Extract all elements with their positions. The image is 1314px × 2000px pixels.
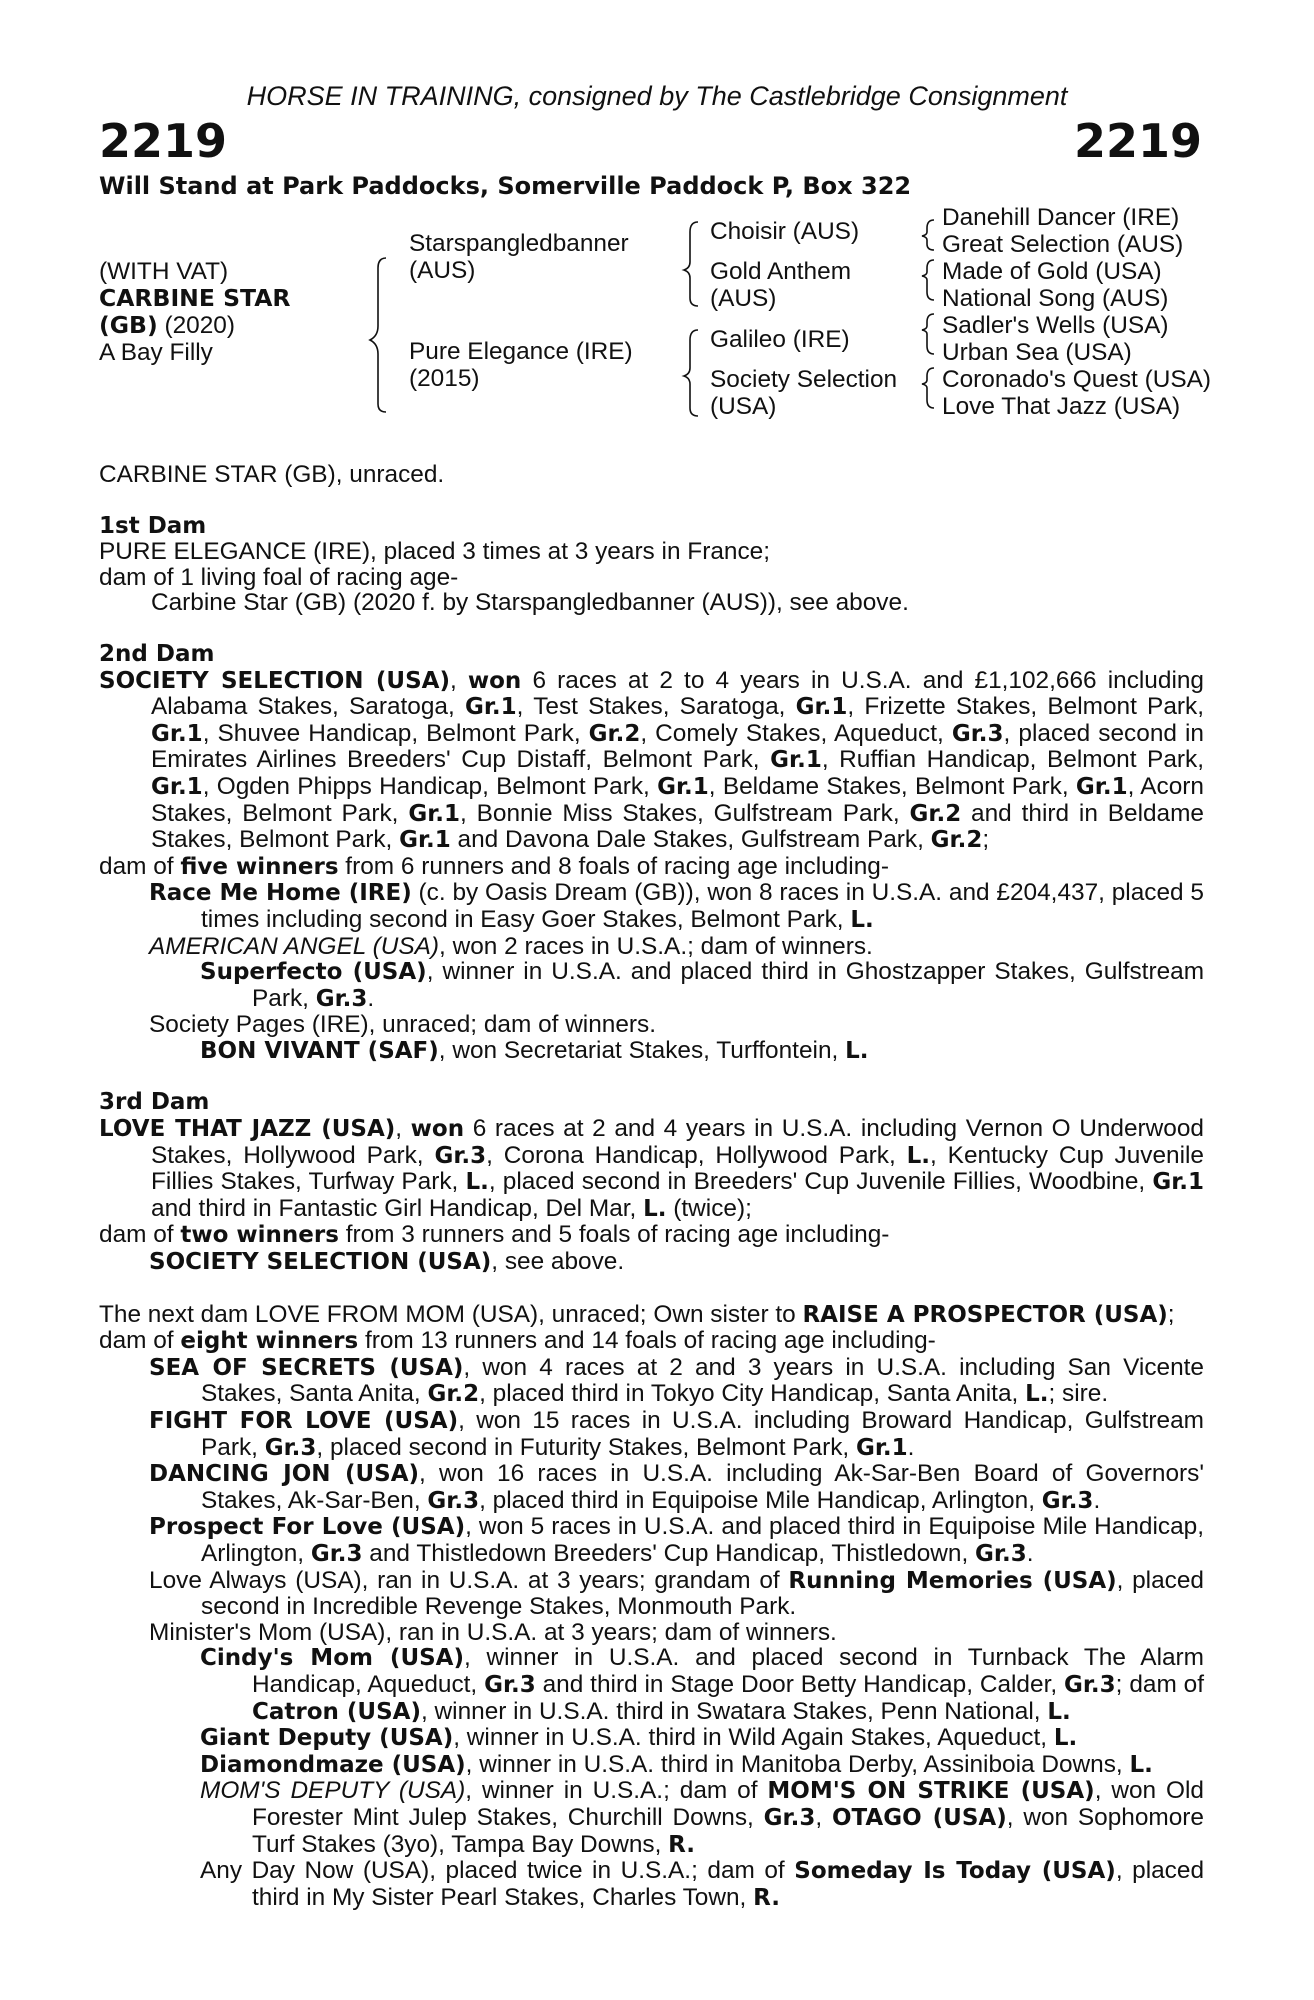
ds-brace — [922, 314, 934, 354]
progeny-love-always: Love Always (USA), ran in U.S.A. at 3 years; grandam of Running Memories (USA), placed second in Incredible Revenge Stakes, Monmouth Park. — [149, 1566, 1204, 1621]
progeny-cindys-mom: Cindy's Mom (USA), winner in U.S.A. and placed second in Turnback The Alarm Handicap, Aqueduct, Gr.3 and third in Stage Door Betty Handicap, Calder, Gr.3; dam of Catron (USA), winner in U.S.A. third in Swatara Stakes, Penn National, L. — [200, 1644, 1204, 1725]
horse-name: CARBINE STAR — [99, 284, 291, 312]
progeny-sea-of-secrets: SEA OF SECRETS (USA), won 4 races at 2 and 3 years in U.S.A. including San Vicente Stakes, Santa Anita, Gr.2, placed third in Tokyo City Handicap, Santa Anita, L.; sire. — [149, 1353, 1205, 1408]
sire-brace — [684, 222, 698, 306]
sire-name: Starspangledbanner — [409, 230, 629, 257]
pedigree-sss: Danehill Dancer (IRE) — [942, 204, 1180, 231]
dam-name: Pure Elegance (IRE) — [409, 338, 633, 365]
progeny-fight-for-love: FIGHT FOR LOVE (USA), won 15 races in U.S.A. including Broward Handicap, Gulfstream Park, Gr.3, placed second in Futurity Stakes, Belmont Park, Gr.1. — [149, 1407, 1204, 1461]
progeny-society-selection: SOCIETY SELECTION (USA), see above. — [149, 1248, 625, 1276]
intro-line: CARBINE STAR (GB), unraced. — [99, 461, 445, 488]
dd-brace — [922, 368, 934, 408]
pedigree-dsd: Urban Sea (USA) — [942, 339, 1132, 366]
sire-dam-name: Gold Anthem — [710, 258, 852, 285]
progeny-dancing-jon: DANCING JON (USA), won 16 races in U.S.A. including Ak-Sar-Ben Board of Governors' Stakes, Ak-Sar-Ben, Gr.3, placed third in Equipoise Mile Handicap, Arlington, Gr.3. — [149, 1460, 1204, 1514]
pedigree-dam-sire: Galileo (IRE) — [710, 326, 850, 353]
pedigree-sire — [409, 230, 629, 284]
second-dam-record: SOCIETY SELECTION (USA), won 6 races at 2 to 4 years in U.S.A. and £1,102,666 including Alabama Stakes, Saratoga, Gr.1, Test Stakes, Saratoga, Gr.1, Frizette Stakes, Belmont Park, Gr.1, Shuvee Handicap, Belmont Park, Gr.2, Comely Stakes, Aqueduct, Gr.3, placed second in Emirates Airlines Breeders' Cup Distaff, Belmont Park, Gr.1, Ruffian Handicap, Belmont Park, Gr.1, Ogden Phipps Handicap, Belmont Park, Gr.1, Beldame Stakes, Belmont Park, Gr.1, Acorn Stakes, Belmont Park, Gr.1, Bonnie Miss Stakes, Gulfstream Park, Gr.2 and third in Beldame Stakes, Belmont Park, Gr.1 and Davona Dale Stakes, Gulfstream Park, Gr.2; — [99, 666, 1205, 854]
progeny-moms-deputy: MOM'S DEPUTY (USA), winner in U.S.A.; dam of MOM'S ON STRIKE (USA), won Old Forester Mint Julep Stakes, Churchill Downs, Gr.3, OTAGO (USA), won Sophomore Turf Stakes (3yo), Tampa Bay Downs, R. — [200, 1777, 1204, 1858]
dam-dam-name: Society Selection — [710, 366, 898, 393]
second-dam-heading: 2nd Dam — [99, 640, 215, 667]
lot-number-right: 2219 — [1073, 114, 1202, 168]
pedigree-dds: Coronado's Quest (USA) — [942, 366, 1211, 393]
pedigree-ssd: Great Selection (AUS) — [942, 231, 1184, 258]
third-dam-produce: dam of two winners from 3 runners and 5 foals of racing age including- — [99, 1221, 890, 1249]
pedigree-sire-sire: Choisir (AUS) — [710, 218, 860, 245]
ss-brace — [922, 220, 934, 250]
main-brace — [370, 258, 386, 412]
vat-note: (WITH VAT) — [99, 258, 229, 285]
horse-country: (GB) — [99, 311, 158, 339]
pedigree-sds: Made of Gold (USA) — [942, 258, 1162, 285]
stabling-location: Will Stand at Park Paddocks, Somerville Paddock P, Box 322 — [99, 172, 912, 200]
sd-brace — [922, 260, 934, 300]
pedigree-dss: Sadler's Wells (USA) — [942, 312, 1169, 339]
race-record — [99, 462, 1204, 1911]
progeny-giant-deputy: Giant Deputy (USA), winner in U.S.A. third in Wild Again Stakes, Aqueduct, L. — [200, 1724, 1078, 1752]
dam-year: (2015) — [409, 365, 480, 392]
progeny-bon-vivant: BON VIVANT (SAF), won Secretariat Stakes, Turffontein, L. — [200, 1036, 869, 1064]
pedigree-sire-dam — [710, 258, 851, 312]
sire-dam-country: (AUS) — [710, 285, 777, 312]
horse-year: (2020) — [157, 312, 235, 339]
progeny-prospect-for-love: Prospect For Love (USA), won 5 races in U.S.A. and placed third in Equipoise Mile Handicap, Arlington, Gr.3 and Thistledown Breeders' Cup Handicap, Thistledown, Gr.3. — [149, 1513, 1204, 1567]
progeny-american-angel: AMERICAN ANGEL (USA), won 2 races in U.S.A.; dam of winners. — [149, 932, 873, 960]
dam-brace — [684, 330, 698, 416]
pedigree-dam — [409, 338, 633, 392]
progeny-society-pages: Society Pages (IRE), unraced; dam of winners. — [149, 1011, 657, 1039]
pedigree-ddd: Love That Jazz (USA) — [942, 393, 1181, 420]
pedigree-sdd: National Song (AUS) — [942, 285, 1169, 312]
progeny-any-day-now: Any Day Now (USA), placed twice in U.S.A.; dam of Someday Is Today (USA), placed third in My Sister Pearl Stakes, Charles Town, R. — [200, 1857, 1205, 1911]
third-dam-record: LOVE THAT JAZZ (USA), won 6 races at 2 and 4 years in U.S.A. including Vernon O Underwood Stakes, Hollywood Park, Gr.3, Corona Handicap, Hollywood Park, L., Kentucky Cup Juvenile Fillies Stakes, Turfway Park, L., placed second in Breeders' Cup Juvenile Fillies, Woodbine, Gr.1 and third in Fantastic Girl Handicap, Del Mar, L. (twice); — [99, 1115, 1204, 1222]
progeny-race-me-home: Race Me Home (IRE) (c. by Oasis Dream (GB)), won 8 races in U.S.A. and £204,437, placed 5 times including second in Easy Goer Stakes, Belmont Park, L. — [149, 879, 1204, 933]
second-dam-name: SOCIETY SELECTION (USA) — [99, 667, 450, 694]
spacer — [99, 1276, 1204, 1302]
dam-dam-country: (USA) — [710, 393, 777, 420]
consignor-line: HORSE IN TRAINING, consigned by The Castlebridge Consignment — [246, 81, 1068, 111]
first-dam-progeny: Carbine Star (GB) (2020 f. by Starspangledbanner (AUS)), see above. — [151, 589, 909, 617]
first-dam-heading: 1st Dam — [99, 512, 207, 539]
first-dam-foals: dam of 1 living foal of racing age- — [99, 563, 459, 591]
second-dam-produce: dam of five winners from 6 runners and 8 foals of racing age including- — [99, 852, 889, 880]
lot-number-left: 2219 — [99, 114, 228, 168]
next-dam-record: The next dam LOVE FROM MOM (USA), unraced; Own sister to RAISE A PROSPECTOR (USA); — [99, 1300, 1175, 1328]
progeny-diamondmaze: Diamondmaze (USA), winner in U.S.A. third in Manitoba Derby, Assiniboia Downs, L. — [200, 1750, 1153, 1778]
sire-country: (AUS) — [409, 257, 476, 284]
progeny-superfecto: Superfecto (USA), winner in U.S.A. and placed third in Ghostzapper Stakes, Gulfstream Park, Gr.3. — [200, 958, 1205, 1012]
pedigree-dam-dam — [710, 366, 897, 420]
horse-description: A Bay Filly — [99, 339, 213, 366]
third-dam-heading: 3rd Dam — [99, 1089, 210, 1116]
next-dam-produce: dam of eight winners from 13 runners and 14 foals of racing age including- — [99, 1327, 936, 1355]
progeny-ministers-mom: Minister's Mom (USA), ran in U.S.A. at 3 years; dam of winners. — [149, 1618, 837, 1646]
first-dam-line: PURE ELEGANCE (IRE), placed 3 times at 3 years in France; — [99, 538, 770, 566]
